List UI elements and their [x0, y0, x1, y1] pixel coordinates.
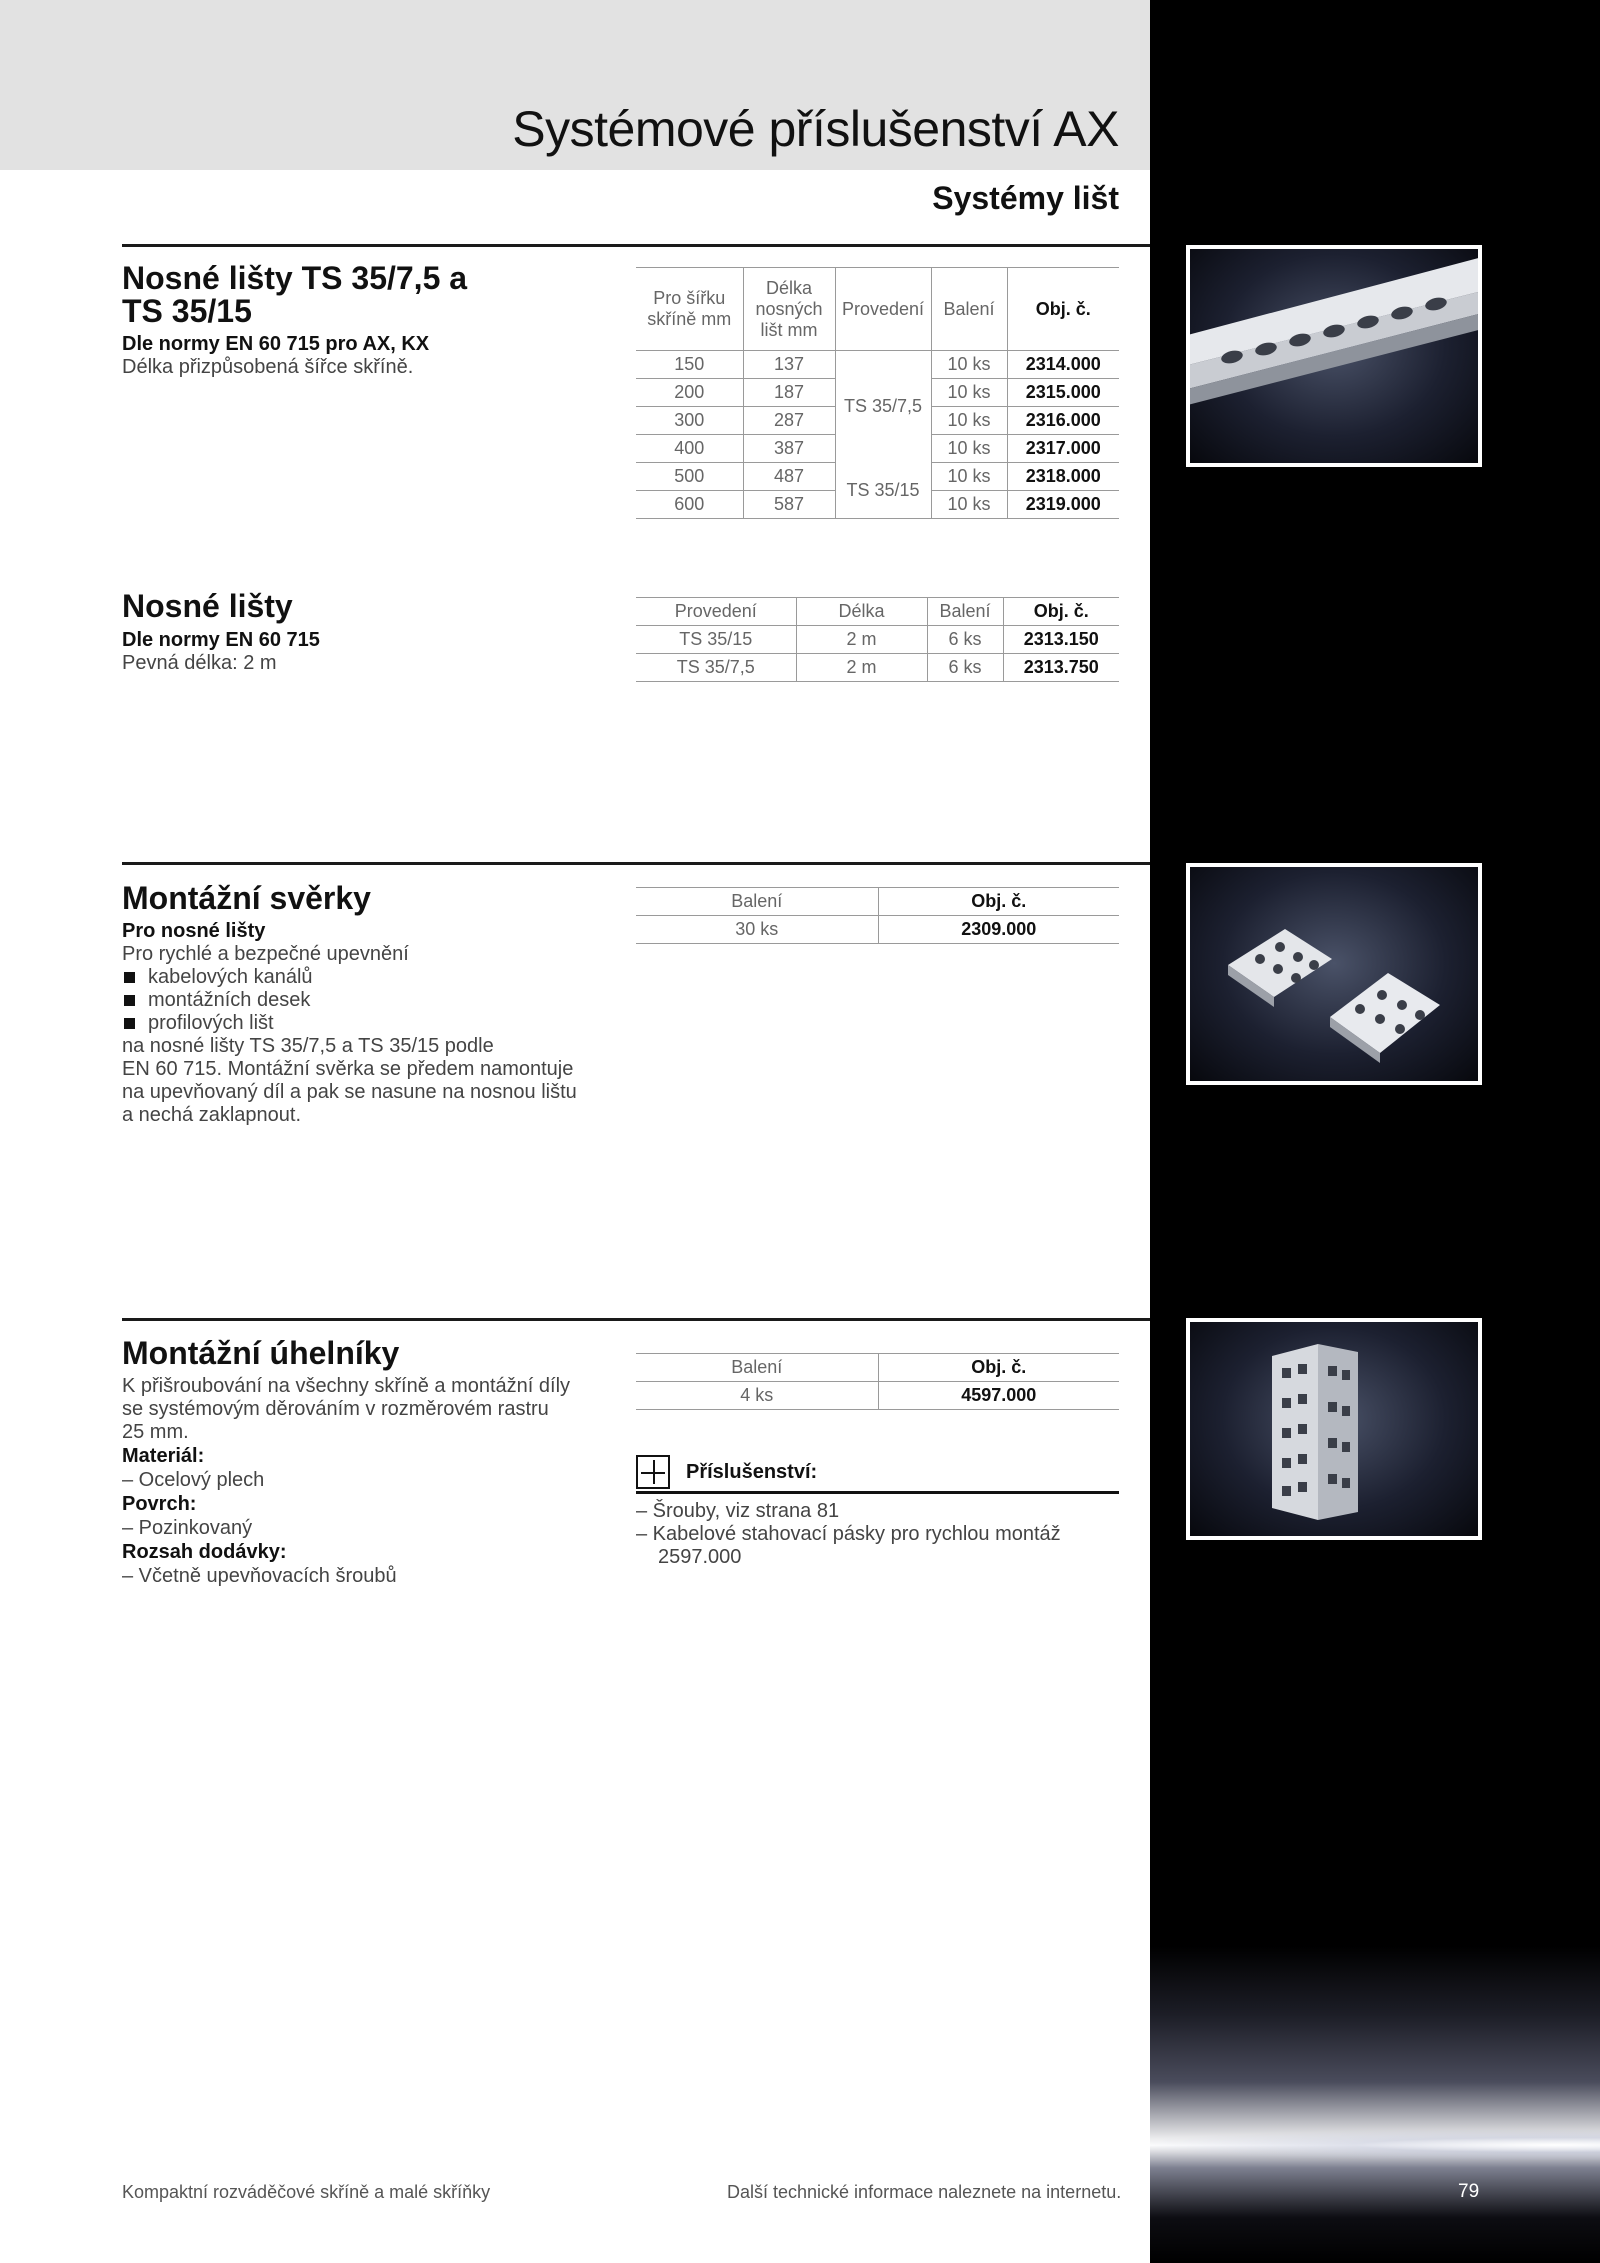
- section-divider: [122, 862, 1150, 865]
- bracket-illustration: [1190, 1322, 1478, 1536]
- product-photo-clamps: [1186, 863, 1482, 1085]
- table-row: [636, 351, 1119, 379]
- rail-illustration: [1190, 249, 1478, 463]
- list-item: profilových lišt: [122, 1012, 602, 1035]
- light-streak: [1150, 2130, 1600, 2160]
- material-value: – Ocelový plech: [122, 1469, 265, 1491]
- table-row: [636, 1382, 1119, 1410]
- table-cell: 400: [636, 435, 743, 463]
- column-header: Balení: [636, 888, 878, 916]
- section-divider: [122, 244, 1150, 247]
- accessories-box: [636, 1453, 1119, 1569]
- table-cell: 10 ks: [931, 379, 1007, 407]
- body-line: EN 60 715. Montážní svěrka se předem namontuje: [122, 1058, 574, 1080]
- column-header: Balení: [636, 1354, 878, 1382]
- surface-label: Povrch:: [122, 1493, 197, 1515]
- section-title-rails-fixed: Nosné lišty: [122, 588, 293, 624]
- table-cell: 10 ks: [931, 463, 1007, 491]
- table-cell: 30 ks: [636, 916, 878, 944]
- table-cell: 587: [743, 491, 835, 519]
- table-cell: 10 ks: [931, 491, 1007, 519]
- section-title-clamps: Montážní svěrky: [122, 880, 371, 916]
- table-cell: 500: [636, 463, 743, 491]
- table-cell-variant: TS 35/7,5: [835, 351, 931, 463]
- table-cell-order: 2314.000: [1007, 351, 1119, 379]
- table-cell-variant: TS 35/15: [835, 463, 931, 519]
- table-cell: 487: [743, 463, 835, 491]
- list-item: montážních desek: [122, 989, 602, 1012]
- clamps-table: [636, 887, 1119, 944]
- brackets-text: [122, 1375, 602, 1588]
- column-header: Pro šířku skříně mm: [636, 268, 743, 351]
- table-cell: 10 ks: [931, 407, 1007, 435]
- table-cell-order: 2319.000: [1007, 491, 1119, 519]
- clamps-text: [122, 920, 602, 1127]
- product-photo-rail: [1186, 245, 1482, 467]
- section-title-brackets: Montážní úhelníky: [122, 1335, 400, 1371]
- material-label: Materiál:: [122, 1445, 205, 1467]
- column-header: Provedení: [636, 598, 796, 626]
- product-photo-brackets: [1186, 1318, 1482, 1540]
- column-header: Balení: [927, 598, 1003, 626]
- table-row: [636, 463, 1119, 491]
- footer-left: Kompaktní rozváděčové skříně a malé skříňky: [122, 2182, 491, 2202]
- body-line: na nosné lišty TS 35/7,5 a TS 35/15 podle: [122, 1035, 494, 1057]
- table-cell: 10 ks: [931, 435, 1007, 463]
- plus-icon: [636, 1455, 670, 1489]
- table-cell: 200: [636, 379, 743, 407]
- list-item: – Kabelové stahovací pásky pro rychlou montáž 2597.000: [636, 1523, 1061, 1568]
- column-header: Obj. č.: [878, 1354, 1119, 1382]
- body-line: 25 mm.: [122, 1421, 189, 1443]
- column-header: Balení: [931, 268, 1007, 351]
- table-cell: 10 ks: [931, 351, 1007, 379]
- table-cell: TS 35/7,5: [636, 654, 796, 682]
- description: Pevná délka: 2 m: [122, 652, 277, 674]
- table-cell: 600: [636, 491, 743, 519]
- table-cell-order: 2313.150: [1003, 626, 1119, 654]
- body-line: na upevňovaný díl a pak se nasune na nosnou lištu: [122, 1081, 577, 1103]
- table-cell: 2 m: [796, 626, 927, 654]
- surface-value: – Pozinkovaný: [122, 1517, 253, 1539]
- body-line: se systémovým děrováním v rozměrovém rastru: [122, 1398, 549, 1420]
- table-cell-order: 2315.000: [1007, 379, 1119, 407]
- body-line: K přišroubování na všechny skříně a montážní díly: [122, 1375, 571, 1397]
- accessories-list: [636, 1500, 1119, 1569]
- page-title: Systémové příslušenství AX: [512, 101, 1119, 157]
- column-header: Obj. č.: [1003, 598, 1119, 626]
- table-cell: 387: [743, 435, 835, 463]
- footer-center: Další technické informace naleznete na internetu.: [727, 2182, 1122, 2202]
- rails-fixed-table: [636, 597, 1119, 682]
- list-item: kabelových kanálů: [122, 966, 602, 989]
- standard-label: Dle normy EN 60 715: [122, 629, 320, 651]
- column-header: Provedení: [835, 268, 931, 351]
- table-cell: 187: [743, 379, 835, 407]
- table-row: [636, 626, 1119, 654]
- table-cell: 2 m: [796, 654, 927, 682]
- scope-value: – Včetně upevňovacích šroubů: [122, 1565, 397, 1587]
- rails-fixed-text: [122, 629, 602, 675]
- sub-label: Pro nosné lišty: [122, 920, 266, 942]
- section-title-rails: [122, 262, 602, 328]
- table-row: [636, 916, 1119, 944]
- table-cell: 4 ks: [636, 1382, 878, 1410]
- rails-text: [122, 333, 602, 379]
- table-cell-order: 4597.000: [878, 1382, 1119, 1410]
- table-cell: 137: [743, 351, 835, 379]
- table-cell: 6 ks: [927, 626, 1003, 654]
- table-cell-order: 2309.000: [878, 916, 1119, 944]
- column-header: Obj. č.: [878, 888, 1119, 916]
- table-cell-order: 2318.000: [1007, 463, 1119, 491]
- body-line: a nechá zaklapnout.: [122, 1104, 302, 1126]
- title-line: TS 35/15: [122, 293, 252, 329]
- table-cell-order: 2317.000: [1007, 435, 1119, 463]
- table-cell: TS 35/15: [636, 626, 796, 654]
- accessories-title: Příslušenství:: [686, 1460, 818, 1483]
- column-header: Délka nosných lišt mm: [743, 268, 835, 351]
- table-cell: 300: [636, 407, 743, 435]
- table-cell-order: 2313.750: [1003, 654, 1119, 682]
- list-item: – Šrouby, viz strana 81: [636, 1500, 840, 1522]
- table-cell: 150: [636, 351, 743, 379]
- rails-table: [636, 267, 1119, 519]
- standard-label: Dle normy EN 60 715 pro AX, KX: [122, 333, 430, 355]
- clamps-illustration: [1190, 867, 1478, 1081]
- page-subtitle: Systémy lišt: [932, 180, 1119, 216]
- scope-label: Rozsah dodávky:: [122, 1541, 287, 1563]
- table-cell: 6 ks: [927, 654, 1003, 682]
- table-cell-order: 2316.000: [1007, 407, 1119, 435]
- column-header: Obj. č.: [1007, 268, 1119, 351]
- section-divider: [122, 1318, 1150, 1321]
- page-number: 79: [1458, 2181, 1480, 2202]
- accessories-header: [636, 1453, 1119, 1494]
- brackets-table: [636, 1353, 1119, 1410]
- table-cell: 287: [743, 407, 835, 435]
- title-line: Nosné lišty TS 35/7,5 a: [122, 260, 468, 296]
- column-header: Délka: [796, 598, 927, 626]
- table-row: [636, 654, 1119, 682]
- description: Délka přizpůsobená šířce skříně.: [122, 356, 414, 378]
- intro: Pro rychlé a bezpečné upevnění: [122, 943, 409, 965]
- bullet-list: [122, 966, 602, 1035]
